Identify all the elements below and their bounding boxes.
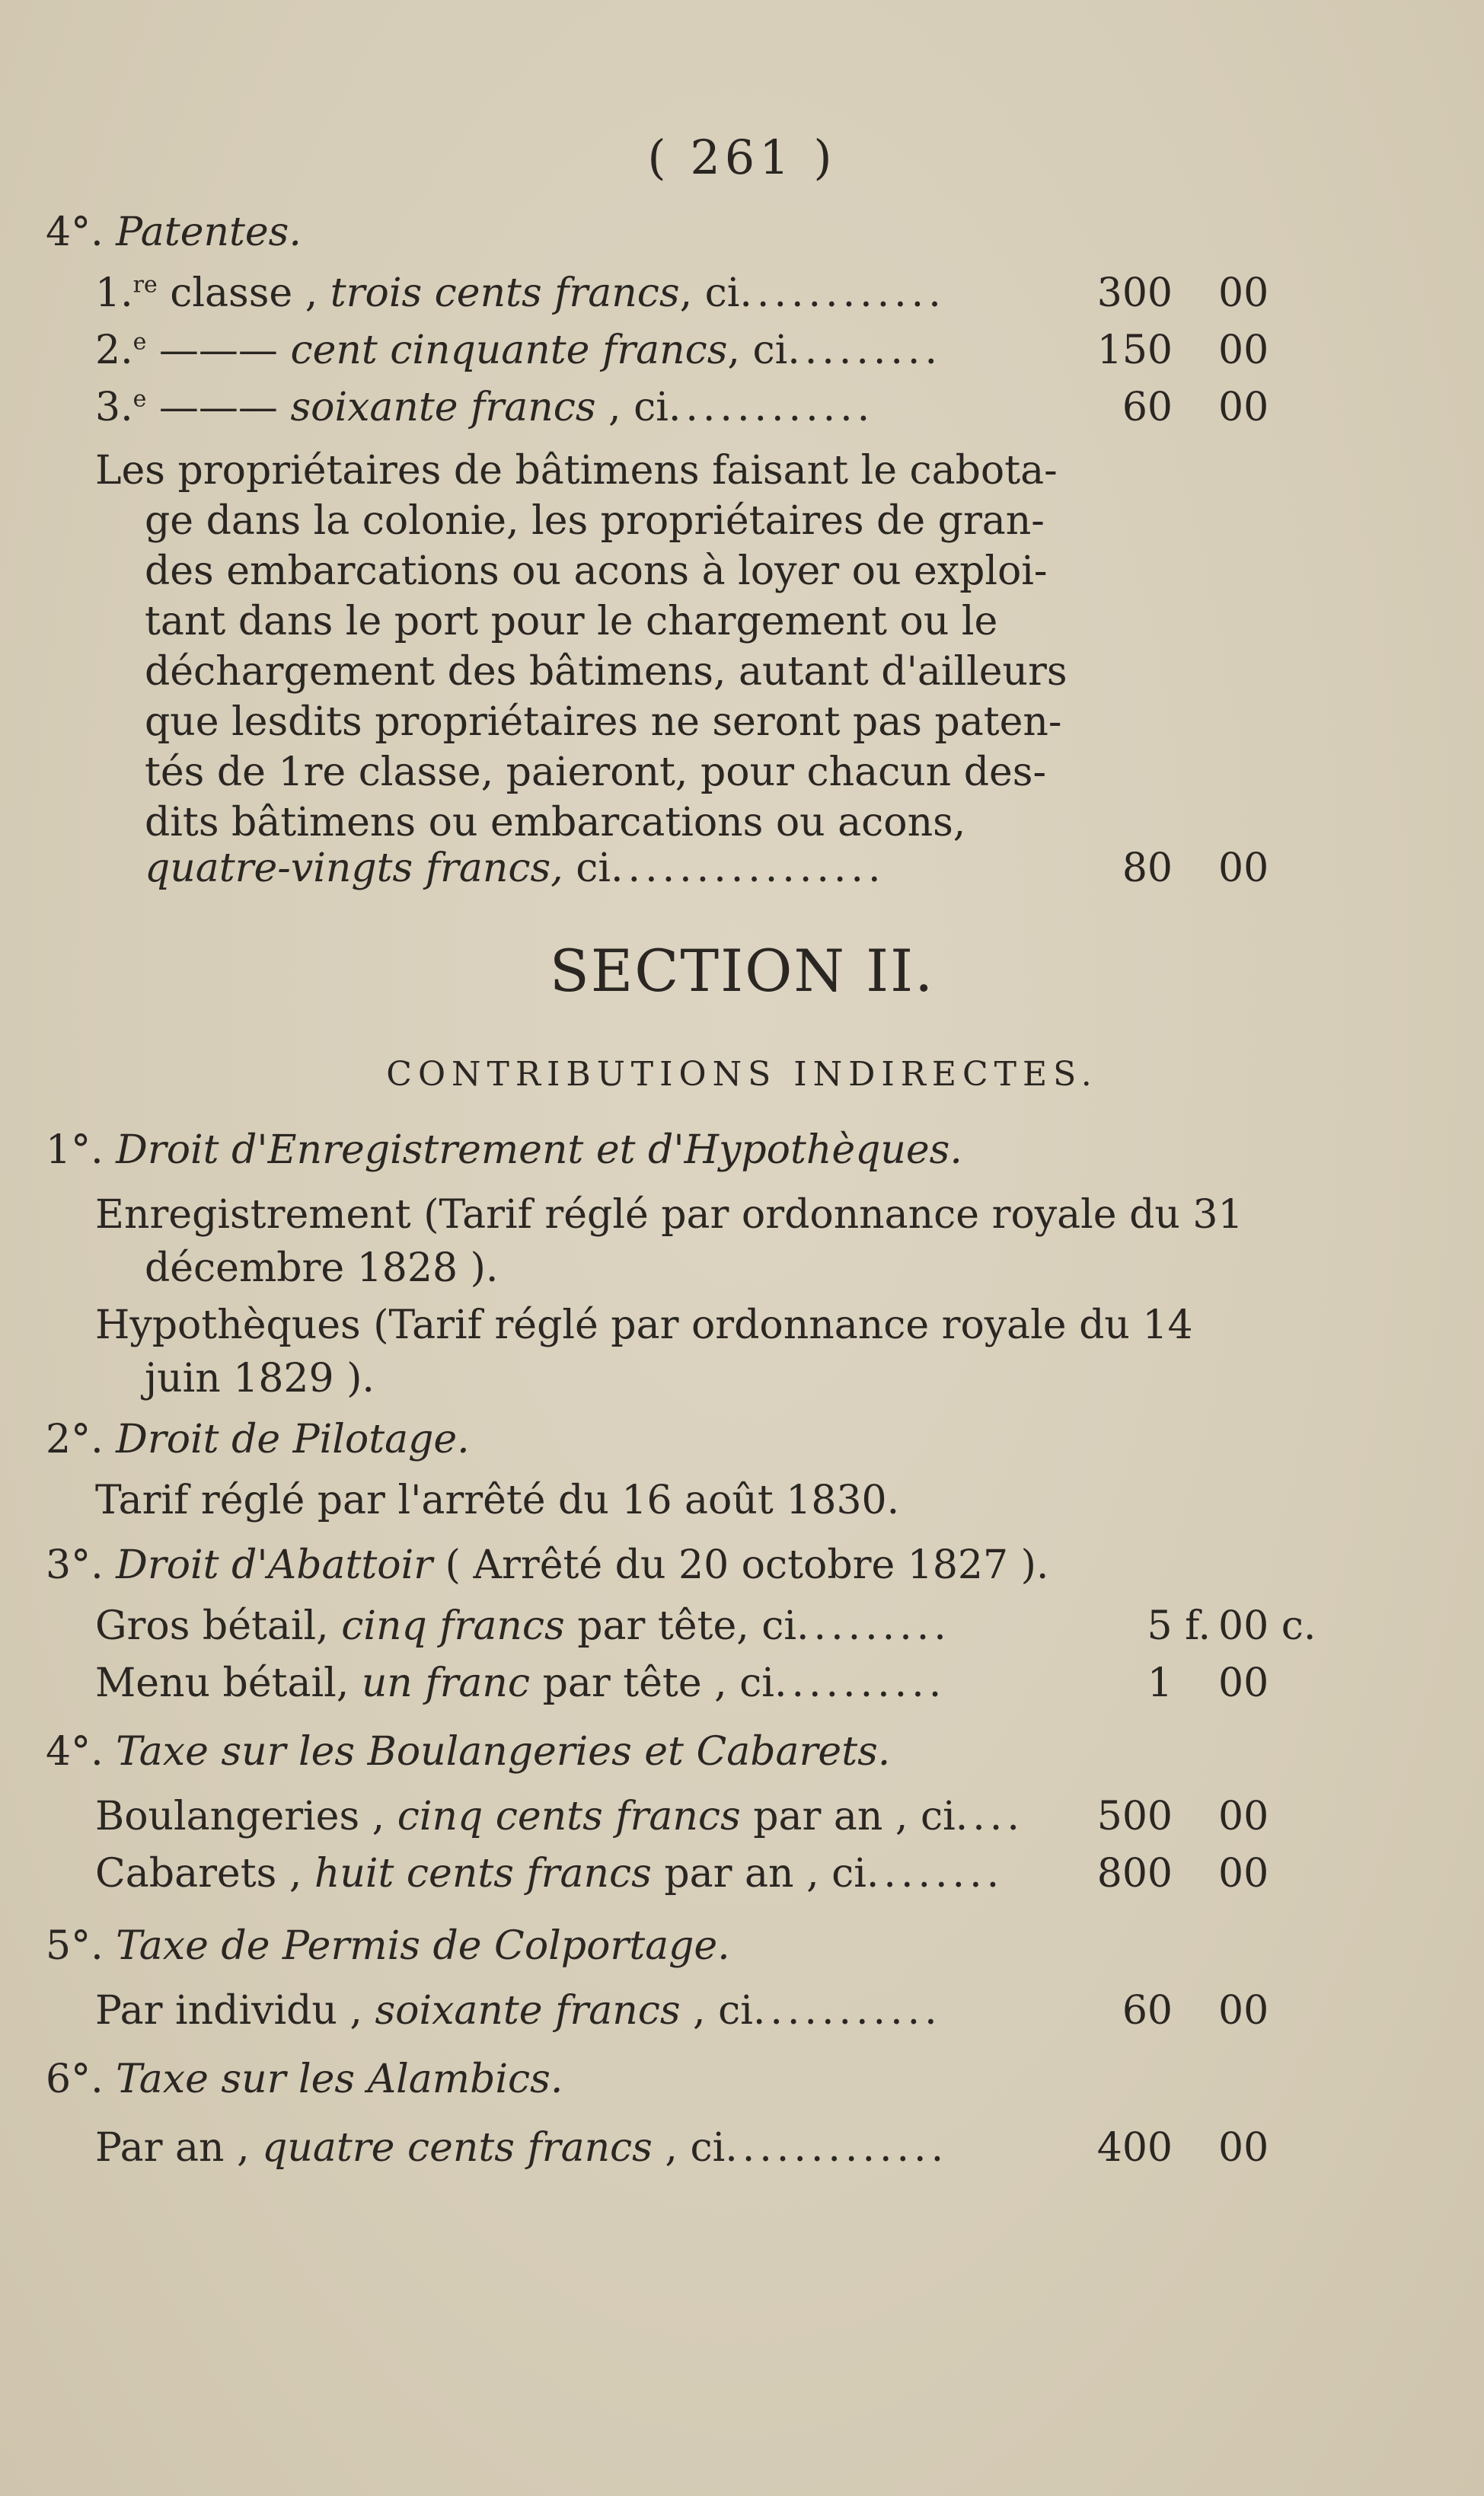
cabarets-row-amount: 800 [1096, 1851, 1173, 1897]
section-title: SECTION II. [549, 937, 935, 1005]
enreg-heading-text: Droit d'Enregistrement et d'Hypothèques. [116, 1127, 962, 1173]
patentes-heading-text: Patentes. [116, 209, 302, 255]
row-tail: , ci [727, 328, 788, 373]
colportage-heading-text: Taxe de Permis de Colportage. [116, 1923, 730, 1969]
abattoir-row-1-cents: 00 c. [1218, 1603, 1316, 1649]
colportage-row-amount: 60 [1122, 1988, 1173, 2034]
last-tail: ci [563, 845, 611, 891]
row-amount-words: soixante francs [375, 1988, 681, 2034]
pilotage-line: Tarif réglé par l'arrêté du 16 août 1830. [95, 1478, 900, 1523]
row-amount-words: quatre cents francs [262, 2125, 653, 2171]
abattoir-heading-tail: ( Arrêté du 20 octobre 1827 ). [432, 1542, 1049, 1588]
row-sup: e [132, 385, 147, 413]
alambics-row [95, 2125, 948, 2171]
patente-row-1-cents: 00 [1218, 270, 1269, 316]
row-amount-words: huit cents francs [314, 1851, 652, 1897]
patente-row-2-cents: 00 [1218, 328, 1269, 373]
row-amount-words: cent cinquante francs [290, 328, 728, 373]
para-line: des embarcations ou acons à loyer ou exploi- [145, 548, 1048, 594]
alambics-heading [46, 2057, 563, 2102]
row-dots: ............ [668, 385, 875, 430]
para-line: dits bâtimens ou embarcations ou acons, [145, 800, 966, 845]
hypo-line-2: juin 1829 ). [145, 1356, 375, 1401]
row-dots: ......... [787, 328, 942, 373]
colportage-heading [46, 1923, 730, 1969]
row-amount-words: soixante francs [290, 385, 596, 430]
abattoir-heading [46, 1542, 1048, 1588]
cabarets-row-cents: 00 [1218, 1851, 1269, 1897]
row-sup: re [132, 271, 158, 299]
boulangeries-heading-text: Taxe sur les Boulangeries et Cabarets. [116, 1729, 891, 1775]
row-pre: Cabarets , [95, 1851, 314, 1897]
row-dots: .......... [774, 1660, 946, 1706]
para-line: tés de 1re classe, paieront, pour chacun des- [145, 749, 1047, 795]
row-text: ——— [146, 328, 291, 373]
abattoir-row-2-amount: 1 [1147, 1660, 1173, 1706]
boulangeries-heading [46, 1729, 890, 1775]
boulangeries-row-1-amount: 500 [1096, 1794, 1173, 1839]
abattoir-row-1-amount: 5 f. [1147, 1603, 1211, 1649]
patente-row-1 [95, 270, 946, 316]
row-pre: Par an , [95, 2125, 263, 2171]
row-dots: ......... [796, 1603, 951, 1649]
row-sup: e [132, 328, 147, 356]
last-dots: ................ [611, 845, 886, 891]
abattoir-row-2-cents: 00 [1218, 1660, 1269, 1706]
patentes-paragraph [95, 446, 1085, 848]
subsection-title: CONTRIBUTIONS INDIRECTES. [386, 1055, 1098, 1094]
para-line: ge dans la colonie, les propriétaires de gran- [145, 498, 1045, 544]
cabarets-row [95, 1851, 1004, 1897]
patentes-heading-num: 4°. [46, 209, 104, 255]
row-dots: ........ [866, 1851, 1004, 1897]
colportage-row [95, 1988, 942, 2034]
enreg-heading-num: 1°. [46, 1127, 104, 1173]
page-number: ( 261 ) [647, 129, 837, 185]
pilotage-heading-num: 2°. [46, 1417, 104, 1462]
patente-row-2-amount: 150 [1096, 328, 1173, 373]
patente-row-3-cents: 00 [1218, 385, 1269, 430]
row-dots: ............. [725, 2125, 949, 2171]
hypo-line-1: Hypothèques (Tarif réglé par ordonnance royale du 14 [95, 1302, 1193, 1348]
last-amount-words: quatre-vingts francs, [145, 845, 563, 891]
row-post: par an , ci [651, 1851, 866, 1897]
row-post: par tête, ci [564, 1603, 797, 1649]
row-amount-words: trois cents francs [330, 270, 680, 316]
patente-row-2 [95, 328, 942, 373]
enreg-line-2: décembre 1828 ). [145, 1245, 499, 1291]
row-tail: , ci [595, 385, 669, 430]
abattoir-row-2 [95, 1660, 946, 1706]
patente-row-1-amount: 300 [1096, 270, 1173, 316]
para-line: que lesdits propriétaires ne seront pas paten- [145, 699, 1062, 745]
alambics-heading-text: Taxe sur les Alambics. [116, 2057, 563, 2102]
para-line: tant dans le port pour le chargement ou le [145, 599, 998, 644]
row-pre: Boulangeries , [95, 1794, 397, 1839]
alambics-row-amount: 400 [1096, 2125, 1173, 2171]
row-text: ——— [146, 385, 291, 430]
row-lead: 3. [95, 385, 133, 430]
alambics-row-cents: 00 [1218, 2125, 1269, 2171]
abattoir-heading-num: 3°. [46, 1542, 104, 1588]
patente-row-3 [95, 385, 874, 430]
colportage-heading-num: 5°. [46, 1923, 104, 1969]
row-pre: Gros bétail, [95, 1603, 342, 1649]
row-lead: 1. [95, 270, 133, 316]
row-pre: Menu bétail, [95, 1660, 362, 1706]
pilotage-heading [46, 1417, 470, 1462]
pilotage-heading-text: Droit de Pilotage. [116, 1417, 470, 1462]
row-lead: 2. [95, 328, 133, 373]
row-dots: ............ [739, 270, 946, 316]
patentes-last-cents: 00 [1218, 845, 1269, 891]
patentes-last-line [145, 845, 885, 891]
alambics-heading-num: 6°. [46, 2057, 104, 2102]
row-tail: , ci [679, 270, 740, 316]
abattoir-heading-text: Droit d'Abattoir [116, 1542, 433, 1588]
boulangeries-row-1 [95, 1794, 1024, 1839]
boulangeries-heading-num: 4°. [46, 1729, 104, 1775]
row-post: , ci [680, 1988, 753, 2034]
enreg-heading [46, 1127, 962, 1173]
abattoir-row-1 [95, 1603, 951, 1649]
row-amount-words: un franc [361, 1660, 531, 1706]
para-line: Les propriétaires de bâtimens faisant le cabota- [95, 448, 1058, 494]
colportage-row-cents: 00 [1218, 1988, 1269, 2034]
row-amount-words: cinq cents francs [397, 1794, 741, 1839]
patente-row-3-amount: 60 [1122, 385, 1173, 430]
para-line: déchargement des bâtimens, autant d'ailleurs [145, 649, 1068, 695]
row-post: par an , ci [740, 1794, 956, 1839]
patentes-last-amount: 80 [1122, 845, 1173, 891]
patentes-heading [46, 209, 302, 255]
boulangeries-row-1-cents: 00 [1218, 1794, 1269, 1839]
row-post: , ci [652, 2125, 726, 2171]
row-text: classe , [157, 270, 330, 316]
row-amount-words: cinq francs [341, 1603, 565, 1649]
row-post: par tête , ci [530, 1660, 774, 1706]
enreg-line-1: Enregistrement (Tarif réglé par ordonnance royale du 31 [95, 1192, 1243, 1238]
row-pre: Par individu , [95, 1988, 375, 2034]
row-dots: ........... [752, 1988, 942, 2034]
row-dots: .... [955, 1794, 1024, 1839]
